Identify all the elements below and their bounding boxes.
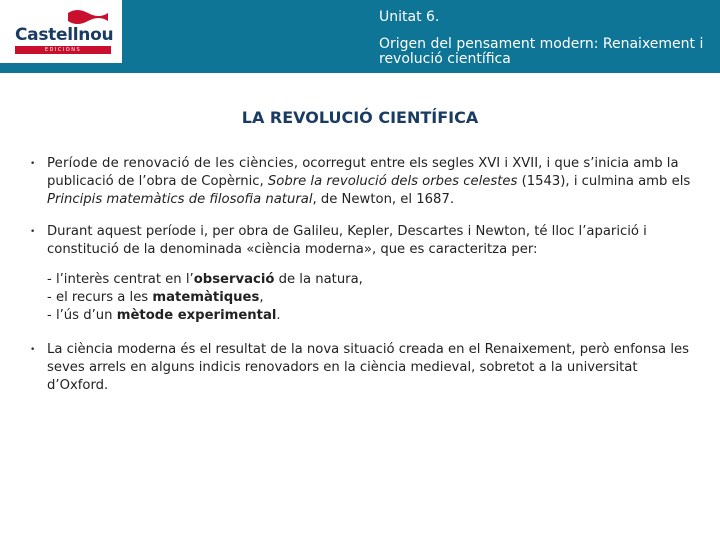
unit-title: Unitat 6.	[379, 9, 440, 25]
bullet-text: , de Newton, el 1687.	[312, 192, 455, 207]
list-item	[47, 307, 692, 325]
item-keyword: observació	[193, 272, 275, 287]
book-title-copernicus: Sobre la revolució dels orbes celestes	[267, 174, 518, 189]
logo-subtitle: EDICIONS	[15, 46, 111, 54]
list-item	[47, 289, 692, 307]
publisher-logo	[0, 0, 122, 63]
bullet-renovation-period	[28, 155, 692, 209]
book-title-newton: Principis matemàtics de filosofia natural	[47, 192, 313, 207]
logo-name: Castellnou	[15, 25, 114, 45]
item-text: - l’interès centrat en l’	[47, 272, 194, 287]
characteristics-list	[28, 271, 692, 325]
bullet-text: (1543), i culmina amb els	[517, 174, 691, 189]
bullet-modern-science	[28, 223, 692, 259]
slide-title: LA REVOLUCIÓ CIENTÍFICA	[241, 108, 479, 127]
flag-icon	[66, 7, 110, 25]
bullet-text: , ocorregut entre els segles XVI i XVII, i que s’inicia amb la publicació de l’obra de Copèrnic,	[47, 156, 679, 189]
list-item	[47, 271, 692, 289]
item-keyword: matemàtiques	[152, 290, 260, 305]
bullet-renaissance-roots	[28, 341, 692, 395]
item-text: - l’ús d’un	[47, 308, 117, 323]
unit-subtitle: Origen del pensament modern: Renaixement i revolució científica	[379, 36, 704, 67]
item-keyword: mètode experimental	[116, 308, 277, 323]
header-bar	[0, 0, 720, 73]
bullet-lead: Període de renovació de les ciències	[47, 156, 294, 171]
bullet-text: Durant aquest període i, per obra de Galileu, Kepler, Descartes i Newton, té lloc l’aparició i constitució de la denominada «ciència moderna», que es caracteritza per:	[47, 224, 647, 257]
item-text: de la natura,	[274, 272, 363, 287]
item-text: .	[276, 308, 281, 323]
bullet-text: La ciència moderna és el resultat de la nova situació creada en el Renaixement, però enfonsa les seves arrels en alguns indicis renovadors en la ciència medieval, sobretot a la universitat d’Oxford.	[47, 342, 689, 393]
item-text: ,	[259, 290, 264, 305]
slide-content	[28, 155, 692, 395]
item-text: - el recurs a les	[47, 290, 153, 305]
